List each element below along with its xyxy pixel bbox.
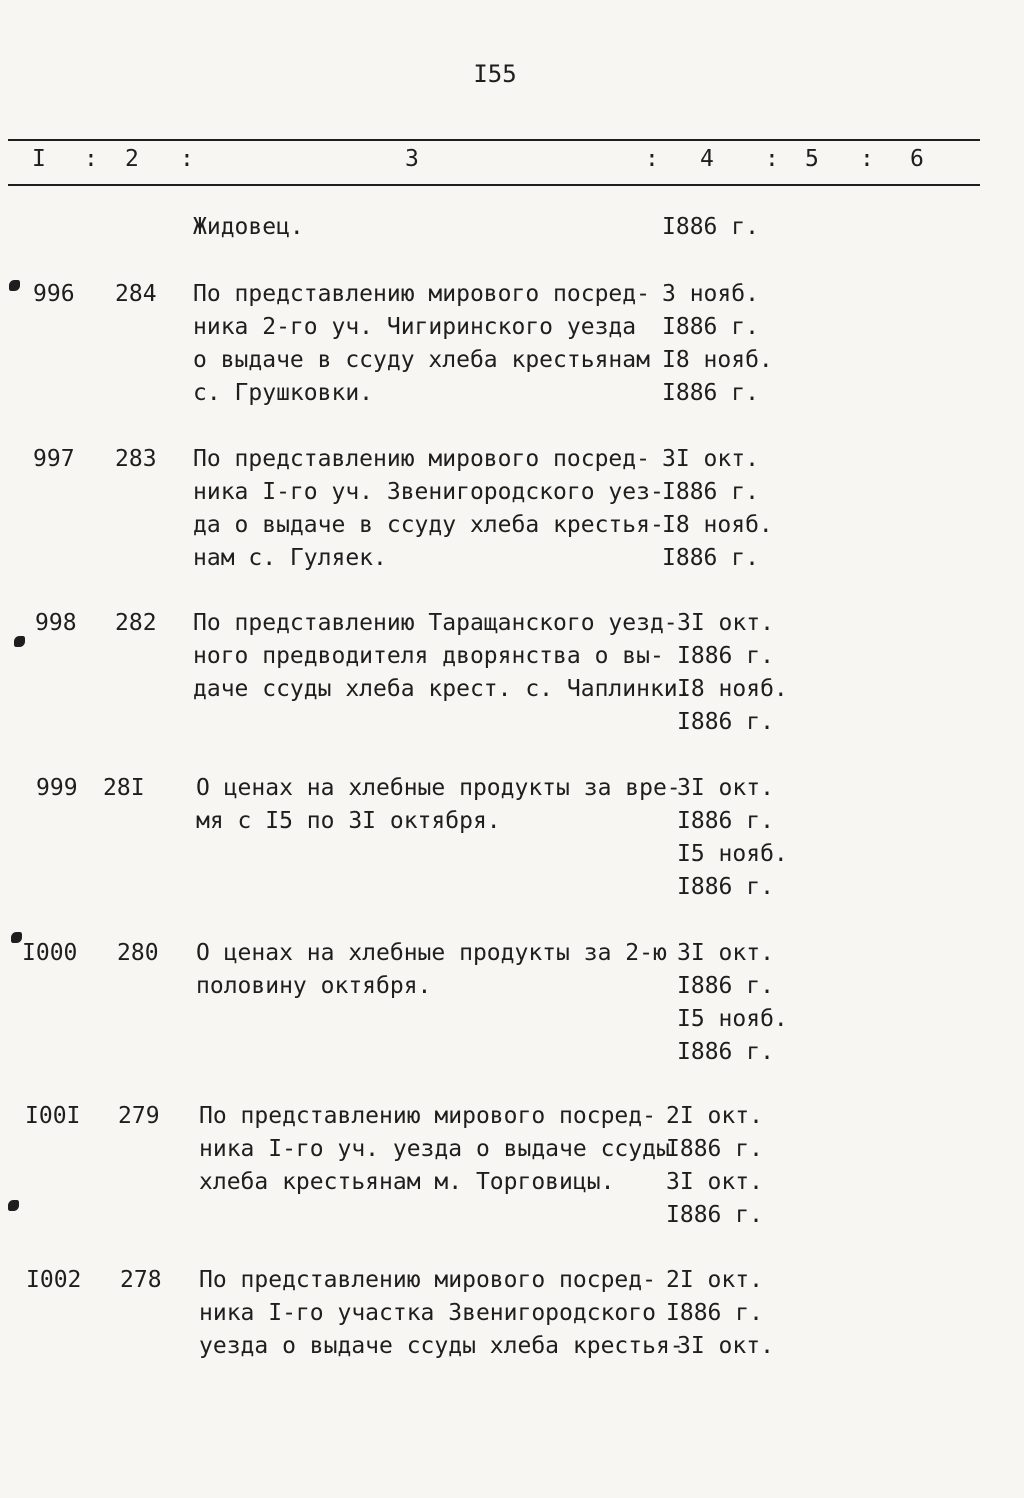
entry-date: I886 г. [677, 808, 774, 834]
entry-number: 997 [33, 446, 75, 472]
entry-description-line: даче ссуды хлеба крест. с. Чаплинки. [193, 676, 692, 702]
entry-description-line: О ценах на хлебные продукты за вре- [196, 775, 681, 801]
entry-number: 996 [33, 281, 75, 307]
entry-old-number: 283 [115, 446, 157, 472]
entry-description-line: да о выдаче в ссуду хлеба крестья- [193, 512, 664, 538]
entry-date: I886 г. [677, 709, 774, 735]
entry-number: I000 [22, 940, 78, 966]
entry-description-line: ного предводителя дворянства о вы- [193, 643, 664, 669]
entry-date: 2I окт. [666, 1267, 763, 1293]
entry-description-line: хлеба крестьянам м. Торговицы. [199, 1169, 615, 1195]
entry-description-line: ника 2-го уч. Чигиринского уезда [193, 314, 637, 340]
entry-description-line: мя с I5 по 3I октября. [196, 808, 501, 834]
entry-old-number: 280 [117, 940, 159, 966]
entry-date: I8 нояб. [677, 676, 788, 702]
entry-date: I886 г. [662, 479, 759, 505]
entry-date: I8 нояб. [662, 347, 773, 373]
col-header-4: 4 [700, 146, 714, 172]
entry-old-number: 278 [120, 1267, 162, 1293]
col-header-3: 3 [405, 146, 419, 172]
entry-date: I886 г. [677, 874, 774, 900]
col-separator: : [180, 146, 194, 172]
entry-date: I886 г. [677, 973, 774, 999]
entry-date: I5 нояб. [677, 1006, 788, 1032]
col-separator: : [645, 146, 659, 172]
entry-date: 3I окт. [677, 775, 774, 801]
entry-description-line: половину октября. [196, 973, 432, 999]
entry-description-line: с. Грушковки. [193, 380, 374, 406]
entry-description-line: ника I-го участка Звенигородского [199, 1300, 656, 1326]
col-separator: : [84, 146, 98, 172]
entry-date: I5 нояб. [677, 841, 788, 867]
entry-date: I8 нояб. [662, 512, 773, 538]
col-separator: : [765, 146, 779, 172]
entry-number: 999 [36, 775, 78, 801]
ink-mark [9, 280, 20, 291]
entry-description-line: По представлению мирового посред- [199, 1267, 656, 1293]
entry-number: I00I [25, 1103, 81, 1129]
entry-date: 3 нояб. [662, 281, 759, 307]
entry-old-number: 282 [115, 610, 157, 636]
entry-description-line: Жидовец. [193, 214, 304, 240]
entry-description-line: нам с. Гуляек. [193, 545, 387, 571]
entry-date: I886 г. [662, 214, 759, 240]
entry-date: 2I окт. [666, 1103, 763, 1129]
entry-description-line: По представлению Таращанского уезд- [193, 610, 678, 636]
entry-date: 3I окт. [677, 1333, 774, 1359]
ink-mark [11, 932, 22, 943]
entry-description-line: ника I-го уч. уезда о выдаче ссуды [199, 1136, 670, 1162]
ink-mark [8, 1200, 19, 1211]
entry-number: 998 [35, 610, 77, 636]
entry-date: I886 г. [662, 314, 759, 340]
ink-mark [14, 636, 25, 647]
col-header-1: I [32, 146, 46, 172]
entry-date: 3I окт. [677, 610, 774, 636]
header-bottom-rule [8, 184, 980, 186]
entry-date: 3I окт. [662, 446, 759, 472]
col-separator: : [860, 146, 874, 172]
entry-date: I886 г. [666, 1300, 763, 1326]
entry-date: 3I окт. [677, 940, 774, 966]
entry-date: I886 г. [662, 380, 759, 406]
page-number: I55 [473, 60, 517, 88]
entry-date: I886 г. [662, 545, 759, 571]
entry-date: I886 г. [677, 643, 774, 669]
col-header-6: 6 [910, 146, 924, 172]
col-header-2: 2 [125, 146, 139, 172]
entry-old-number: 284 [115, 281, 157, 307]
entry-description-line: По представлению мирового посред- [193, 446, 650, 472]
entry-description-line: О ценах на хлебные продукты за 2-ю [196, 940, 667, 966]
entry-old-number: 279 [118, 1103, 160, 1129]
entry-description-line: ника I-го уч. Звенигородского уез- [193, 479, 664, 505]
header-top-rule [8, 139, 980, 141]
entry-date: 3I окт. [666, 1169, 763, 1195]
entry-description-line: По представлению мирового посред- [199, 1103, 656, 1129]
entry-description-line: о выдаче в ссуду хлеба крестьянам [193, 347, 650, 373]
entry-date: I886 г. [666, 1202, 763, 1228]
entry-date: I886 г. [666, 1136, 763, 1162]
entry-description-line: По представлению мирового посред- [193, 281, 650, 307]
entry-number: I002 [26, 1267, 82, 1293]
entry-description-line: уезда о выдаче ссуды хлеба крестья- [199, 1333, 684, 1359]
col-header-5: 5 [805, 146, 819, 172]
entry-old-number: 28I [103, 775, 145, 801]
entry-date: I886 г. [677, 1039, 774, 1065]
